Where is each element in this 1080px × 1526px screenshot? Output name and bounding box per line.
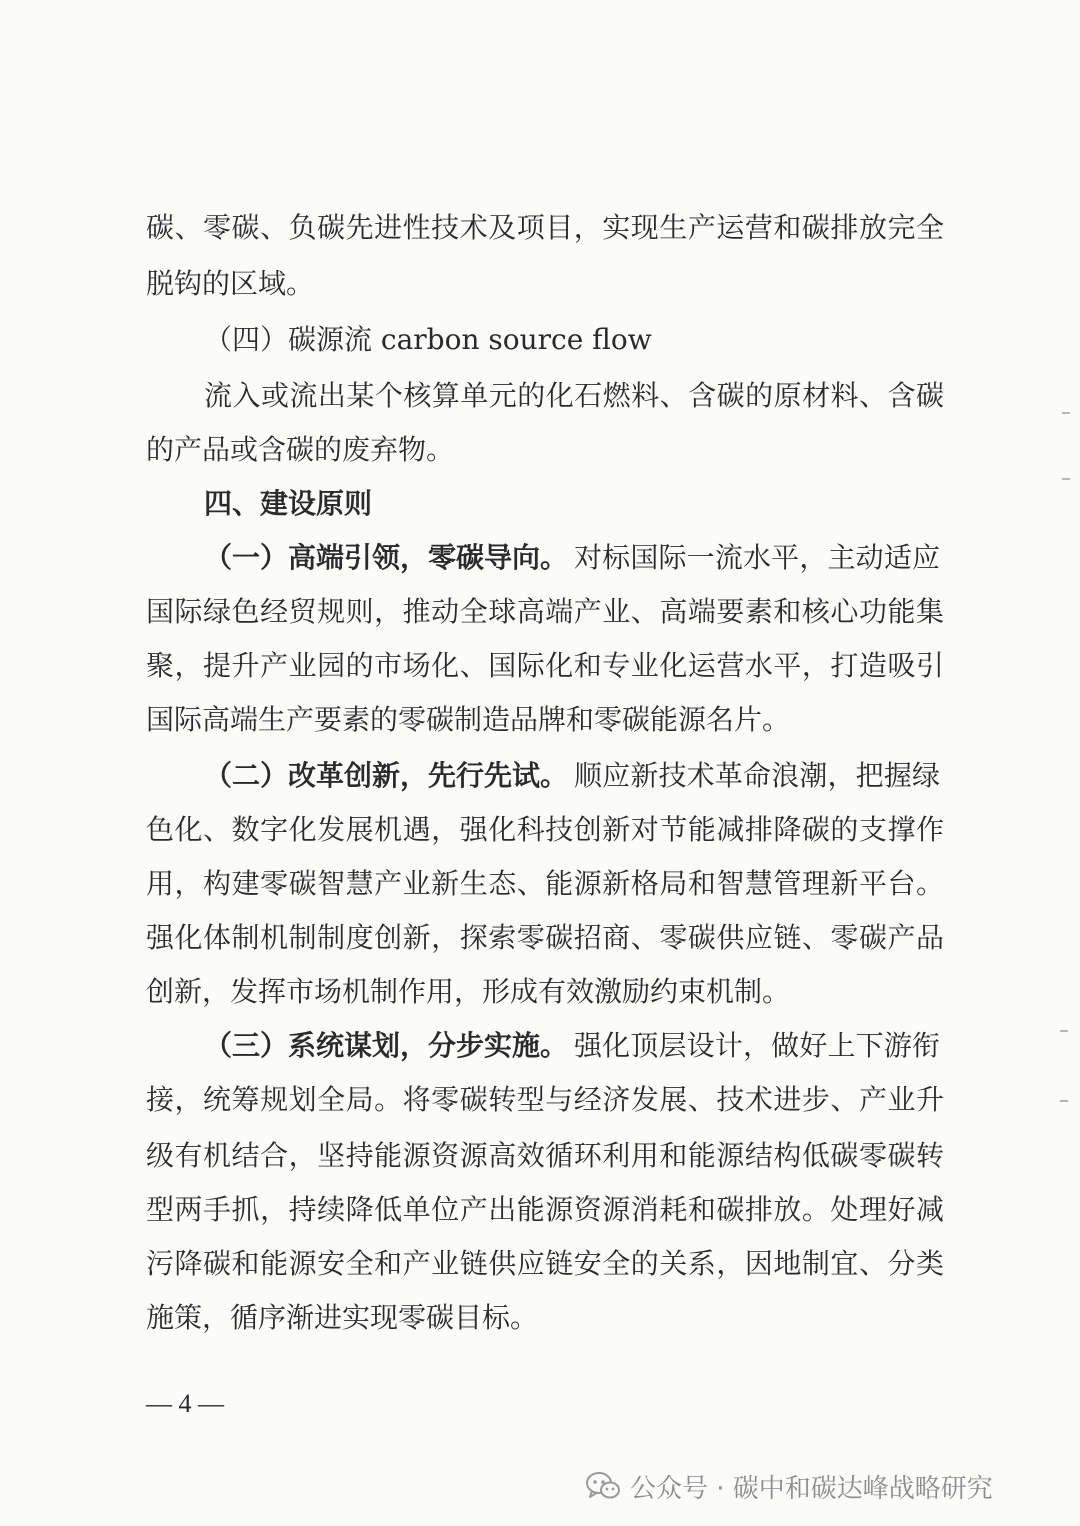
principle-lead: （一）高端引领，零碳导向。 bbox=[204, 541, 569, 574]
watermark-label: 公众号 · 碳中和碳达峰战略研究 bbox=[630, 1473, 993, 1504]
paragraph-line: 国际高端生产要素的零碳制造品牌和零碳能源名片。 bbox=[146, 703, 791, 736]
paragraph-line: 碳、零碳、负碳先进性技术及项目，实现生产运营和碳排放完全 bbox=[146, 211, 944, 244]
paragraph-line: 聚，提升产业园的市场化、国际化和专业化运营水平，打造吸引 bbox=[146, 649, 944, 682]
wechat-watermark bbox=[586, 1464, 993, 1508]
paragraph-line: 强化体制机制制度创新，探索零碳招商、零碳供应链、零碳产品 bbox=[146, 921, 944, 954]
paragraph-line: 国际绿色经贸规则，推动全球高端产业、高端要素和核心功能集 bbox=[146, 595, 944, 628]
principle-lead: （二）改革创新，先行先试。 bbox=[204, 759, 569, 792]
scan-mark bbox=[1060, 1100, 1068, 1102]
wechat-icon bbox=[586, 1471, 620, 1501]
paragraph-line: 色化、数字化发展机遇，强化科技创新对节能减排降碳的支撑作 bbox=[146, 813, 944, 846]
scan-mark bbox=[1062, 478, 1070, 480]
scan-mark bbox=[1060, 1030, 1068, 1032]
paragraph-line: 用，构建零碳智慧产业新生态、能源新格局和智慧管理新平台。 bbox=[146, 867, 944, 900]
paragraph-line: 的产品或含碳的废弃物。 bbox=[146, 433, 455, 466]
paragraph-line: 脱钩的区域。 bbox=[146, 267, 315, 300]
paragraph-line: 级有机结合，坚持能源资源高效循环利用和能源结构低碳零碳转 bbox=[146, 1139, 944, 1172]
paragraph-line: 型两手抓，持续降低单位产出能源资源消耗和碳排放。处理好减 bbox=[146, 1193, 944, 1226]
paragraph-line: 污降碳和能源安全和产业链供应链安全的关系，因地制宜、分类 bbox=[146, 1247, 944, 1280]
paragraph-line: 顺应新技术革命浪潮，把握绿 bbox=[574, 759, 940, 792]
paragraph-line: 流入或流出某个核算单元的化石燃料、含碳的原材料、含碳 bbox=[204, 379, 944, 412]
paragraph-line: 接，统筹规划全局。将零碳转型与经济发展、技术进步、产业升 bbox=[146, 1083, 944, 1116]
section-subheading: （四）碳源流 carbon source flow bbox=[204, 323, 652, 356]
paragraph-line: 强化顶层设计，做好上下游衔 bbox=[574, 1029, 940, 1062]
paragraph-line: 创新，发挥市场机制作用，形成有效激励约束机制。 bbox=[146, 975, 791, 1008]
page-number: — 4 — bbox=[146, 1389, 224, 1418]
paragraph-line: 对标国际一流水平，主动适应 bbox=[574, 541, 940, 574]
paragraph-line: 施策，循序渐进实现零碳目标。 bbox=[146, 1301, 539, 1334]
scan-mark bbox=[1062, 412, 1070, 414]
section-heading: 四、建设原则 bbox=[204, 487, 373, 520]
principle-lead: （三）系统谋划，分步实施。 bbox=[204, 1029, 569, 1062]
